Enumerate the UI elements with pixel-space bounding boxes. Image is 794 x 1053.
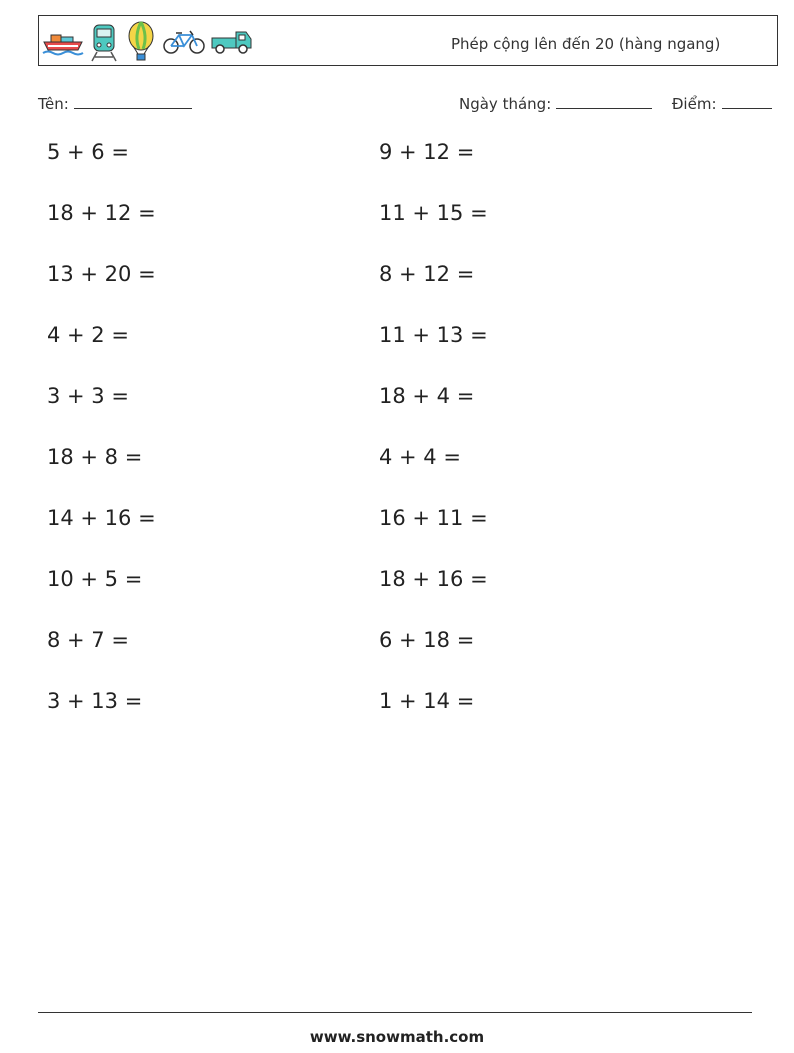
name-blank: [74, 94, 192, 109]
problem-item: 1 + 14 =: [379, 689, 475, 713]
problem-item: 5 + 6 =: [47, 140, 129, 164]
problem-item: 13 + 20 =: [47, 262, 156, 286]
ship-icon: [42, 27, 84, 57]
bicycle-icon: [162, 27, 206, 57]
truck-icon: [210, 27, 254, 57]
score-blank: [722, 94, 772, 109]
problem-item: 10 + 5 =: [47, 567, 143, 591]
icon-strip: [42, 21, 258, 63]
problem-item: 14 + 16 =: [47, 506, 156, 530]
problem-item: 11 + 15 =: [379, 201, 488, 225]
score-label: Điểm:: [671, 95, 717, 113]
hot-air-balloon-icon: [124, 21, 158, 63]
problem-item: 6 + 18 =: [379, 628, 475, 652]
problem-item: 18 + 12 =: [47, 201, 156, 225]
date-label: Ngày tháng:: [459, 95, 552, 113]
date-blank: [556, 94, 652, 109]
worksheet-header: [38, 15, 778, 66]
name-field: [38, 94, 192, 113]
problem-item: 18 + 4 =: [379, 384, 475, 408]
problem-item: 4 + 4 =: [379, 445, 461, 469]
date-score-fields: [459, 94, 772, 113]
footer-url: www.snowmath.com: [309, 1028, 485, 1046]
problem-item: 9 + 12 =: [379, 140, 475, 164]
problem-item: 8 + 12 =: [379, 262, 475, 286]
worksheet-title: Phép cộng lên đến 20 (hàng ngang): [451, 35, 721, 53]
problem-item: 3 + 3 =: [47, 384, 129, 408]
problem-item: 3 + 13 =: [47, 689, 143, 713]
problem-item: 11 + 13 =: [379, 323, 488, 347]
problem-item: 4 + 2 =: [47, 323, 129, 347]
footer-divider: [38, 1012, 752, 1013]
problem-item: 16 + 11 =: [379, 506, 488, 530]
train-icon: [88, 22, 120, 62]
problem-item: 18 + 8 =: [47, 445, 143, 469]
problem-item: 8 + 7 =: [47, 628, 129, 652]
problem-item: 18 + 16 =: [379, 567, 488, 591]
name-label: Tên:: [38, 95, 69, 113]
